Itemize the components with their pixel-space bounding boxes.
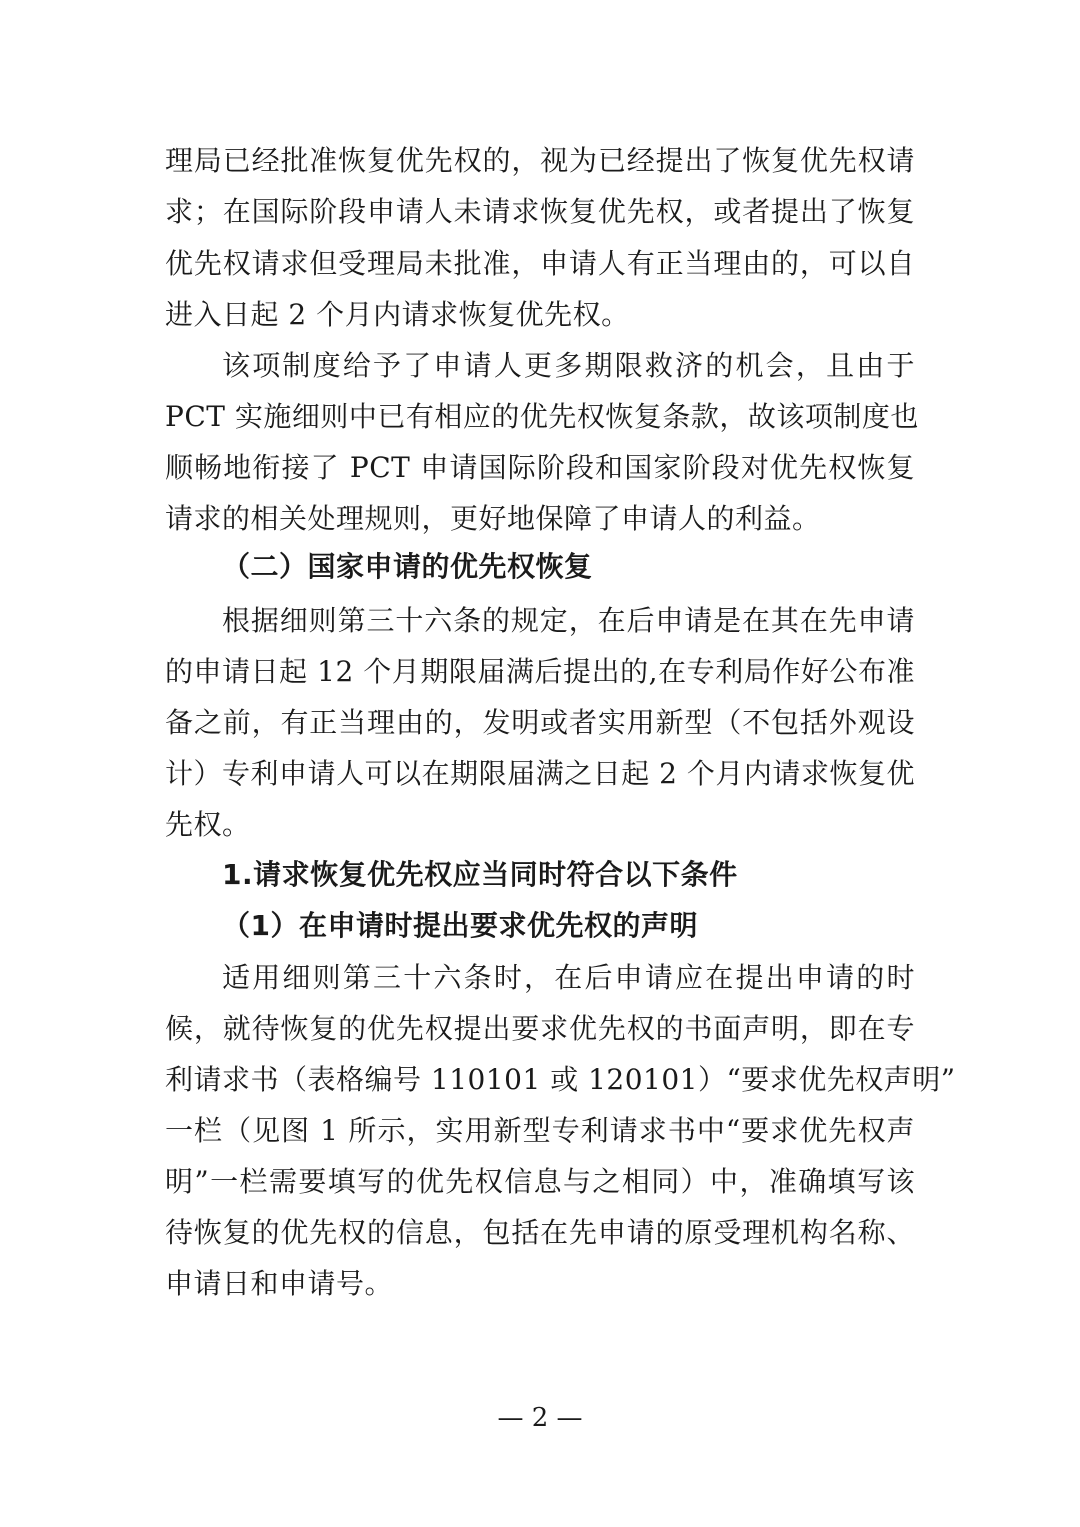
subheading-declaration: （1）在申请时提出要求优先权的声明 — [222, 909, 698, 942]
paragraph-1-line-3: 优先权请求但受理局未批准，申请人有正当理由的，可以自 — [165, 247, 915, 280]
paragraph-3-line-5: 先权。 — [165, 808, 251, 841]
paragraph-3-line-3: 备之前，有正当理由的，发明或者实用新型（不包括外观设 — [165, 706, 915, 739]
paragraph-4-line-6: 待恢复的优先权的信息，包括在先申请的原受理机构名称、 — [165, 1216, 915, 1249]
paragraph-3-line-4: 计）专利申请人可以在期限届满之日起 2 个月内请求恢复优 — [165, 757, 915, 790]
paragraph-2-line-2: PCT 实施细则中已有相应的优先权恢复条款，故该项制度也 — [165, 400, 919, 433]
paragraph-4-line-7: 申请日和申请号。 — [165, 1267, 394, 1300]
paragraph-1-line-1: 理局已经批准恢复优先权的，视为已经提出了恢复优先权请 — [165, 144, 915, 177]
paragraph-2-line-3: 顺畅地衔接了 PCT 申请国际阶段和国家阶段对优先权恢复 — [165, 451, 915, 484]
paragraph-4-line-5: 明”一栏需要填写的优先权信息与之相同）中，准确填写该 — [165, 1165, 915, 1198]
subheading-conditions: 1.请求恢复优先权应当同时符合以下条件 — [222, 858, 738, 891]
paragraph-3-line-1: 根据细则第三十六条的规定，在后申请是在其在先申请 — [222, 604, 915, 637]
paragraph-4-line-4: 一栏（见图 1 所示，实用新型专利请求书中“要求优先权声 — [165, 1114, 915, 1147]
section-heading: （二）国家申请的优先权恢复 — [222, 550, 593, 583]
paragraph-2-line-1: 该项制度给予了申请人更多期限救济的机会，且由于 — [222, 349, 915, 382]
paragraph-4-line-3: 利请求书（表格编号 110101 或 120101）“要求优先权声明” — [165, 1063, 956, 1096]
paragraph-3-line-2: 的申请日起 12 个月期限届满后提出的,在专利局作好公布准 — [165, 655, 915, 688]
paragraph-4-line-2: 候，就待恢复的优先权提出要求优先权的书面声明，即在专 — [165, 1012, 915, 1045]
paragraph-1-line-4: 进入日起 2 个月内请求恢复优先权。 — [165, 298, 630, 331]
paragraph-4-line-1: 适用细则第三十六条时，在后申请应在提出申请的时 — [222, 961, 915, 994]
page-number: — 2 — — [497, 1403, 583, 1433]
paragraph-1-line-2: 求；在国际阶段申请人未请求恢复优先权，或者提出了恢复 — [165, 195, 915, 228]
paragraph-2-line-4: 请求的相关处理规则，更好地保障了申请人的利益。 — [165, 502, 821, 535]
